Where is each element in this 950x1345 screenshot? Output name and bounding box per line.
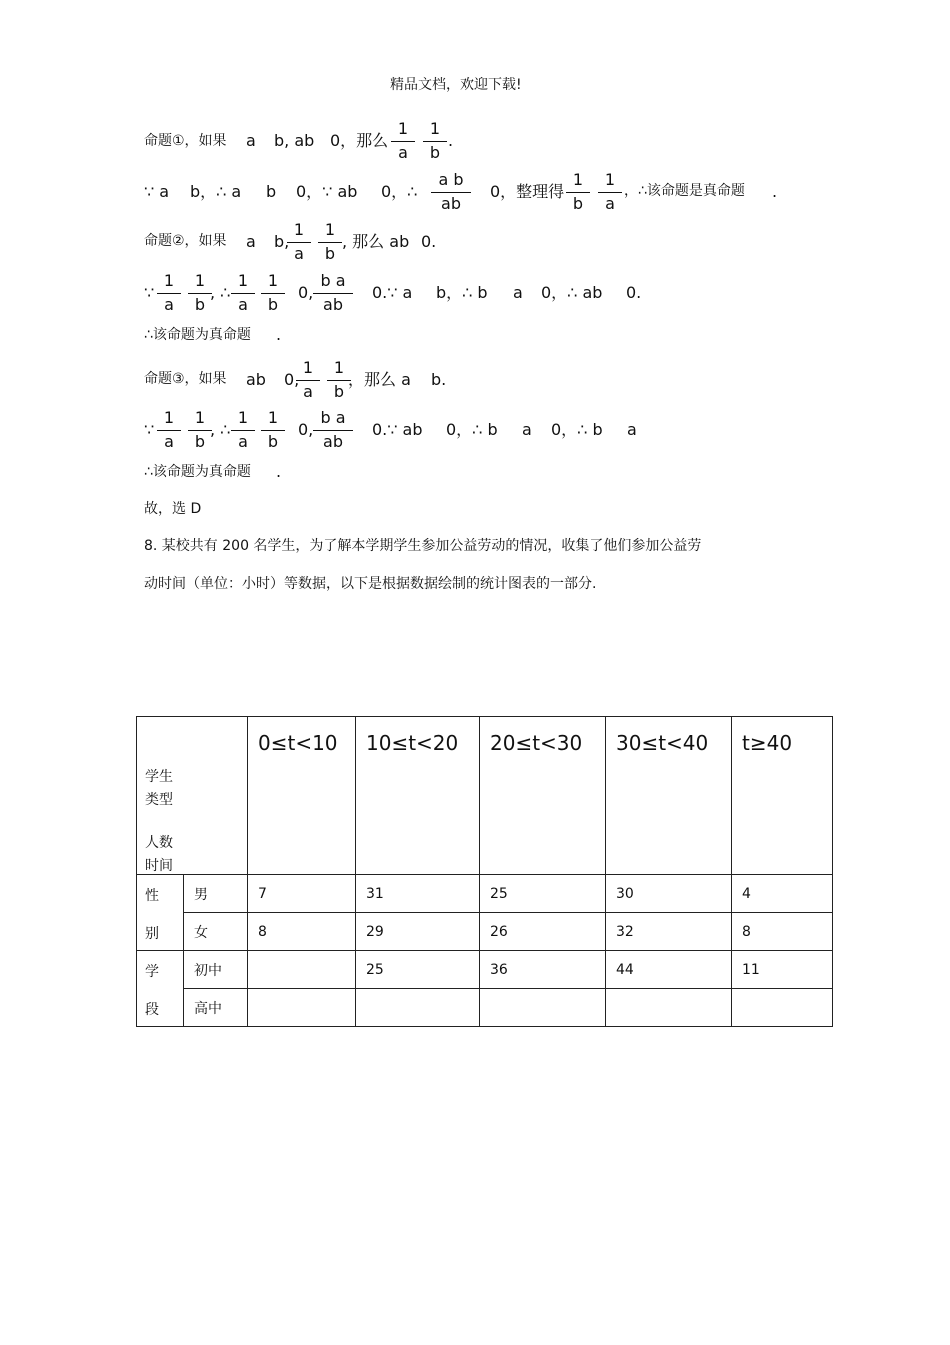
fraction: b a ab xyxy=(313,410,353,452)
fraction: 1 b xyxy=(566,172,590,214)
prop2-text: , 那么 ab xyxy=(342,232,410,251)
table-cell: 25 xyxy=(480,875,606,913)
prop1-var: b, ab xyxy=(274,131,315,150)
reason-text: 0，∴ b xyxy=(551,420,603,439)
column-header: 20≤t<30 xyxy=(480,717,606,875)
reason-conclusion: ，∴该命题是真命题 xyxy=(624,183,745,199)
reason-text: 0.∵ ab xyxy=(372,420,423,439)
prop3-text: 命题③，如果 xyxy=(144,371,227,387)
prop1-text: 命题①，如果 xyxy=(144,133,227,149)
reason-text: 0, xyxy=(298,420,314,439)
group-cell xyxy=(137,951,184,1027)
fraction: 1 a xyxy=(391,121,415,163)
group-label: 别 xyxy=(145,926,159,942)
table-cell xyxy=(480,989,606,1027)
reason-text: 0，整理得 xyxy=(490,182,565,201)
fraction: 1 a xyxy=(231,410,255,452)
reason-text: 0，∴ b xyxy=(446,420,498,439)
reason-text: 0，∵ ab xyxy=(296,182,358,201)
period: . xyxy=(276,462,282,481)
reason-text: ∵ a xyxy=(144,182,170,201)
page-header: 精品文档，欢迎下载! xyxy=(390,77,522,93)
fraction: 1 b xyxy=(261,410,285,452)
fraction: 1 a xyxy=(598,172,622,214)
answer-line: 故，选 D xyxy=(144,501,202,517)
conclusion-2: ∴该命题为真命题 xyxy=(144,327,251,343)
column-header: 30≤t<40 xyxy=(606,717,732,875)
row-label: 女 xyxy=(184,913,248,951)
fraction: 1 b xyxy=(188,273,212,315)
corner-label: 学生 xyxy=(145,768,173,785)
row-label: 初中 xyxy=(184,951,248,989)
period: . xyxy=(448,131,454,150)
reason-text: 0，∴ ab xyxy=(541,283,603,302)
statistics-table xyxy=(136,716,833,1027)
table-cell xyxy=(732,989,833,1027)
fraction: 1 b xyxy=(318,222,342,264)
column-header: 10≤t<20 xyxy=(356,717,480,875)
prop3-text: ，那么 a xyxy=(348,370,411,389)
table-row xyxy=(137,951,833,989)
row-label: 高中 xyxy=(184,989,248,1027)
prop2-text: 0. xyxy=(421,232,437,251)
fraction: 1 b xyxy=(261,273,285,315)
fraction: 1 b xyxy=(188,410,212,452)
table-cell: 25 xyxy=(356,951,480,989)
table-cell: 32 xyxy=(606,913,732,951)
group-label: 性 xyxy=(145,888,159,904)
fraction: 1 a xyxy=(157,273,181,315)
reason-text: a xyxy=(627,420,637,439)
reason-text: , ∴ xyxy=(210,283,231,302)
reason-text: b，∴ b xyxy=(436,283,488,302)
reason-text: 0. xyxy=(626,283,642,302)
table-cell: 29 xyxy=(356,913,480,951)
reason-text: ∵ xyxy=(144,283,155,302)
table-cell xyxy=(356,989,480,1027)
table-row xyxy=(137,989,833,1027)
prop1-var: a xyxy=(246,131,256,150)
table-cell: 31 xyxy=(356,875,480,913)
table-row xyxy=(137,875,833,913)
fraction: 1 a xyxy=(157,410,181,452)
prop3-var: ab xyxy=(246,370,266,389)
table-cell: 36 xyxy=(480,951,606,989)
fraction: a b ab xyxy=(431,172,471,214)
reason-text: 0.∵ a xyxy=(372,283,413,302)
reason-text: b xyxy=(266,182,277,201)
group-cell xyxy=(137,875,184,951)
reason-text: 0, xyxy=(298,283,314,302)
fraction: 1 b xyxy=(327,360,351,402)
reason-text: 0，∴ xyxy=(381,182,418,201)
table-cell xyxy=(248,951,356,989)
prop2-text: 命题②，如果 xyxy=(144,233,227,249)
reason-text: , ∴ xyxy=(210,420,231,439)
corner-cell xyxy=(137,717,248,875)
question-8-line-2: 动时间（单位：小时）等数据，以下是根据数据绘制的统计图表的一部分. xyxy=(144,576,597,592)
prop2-var: a xyxy=(246,232,256,251)
prop3-text: b. xyxy=(431,370,447,389)
table-cell: 8 xyxy=(732,913,833,951)
fraction: 1 b xyxy=(423,121,447,163)
group-label: 学 xyxy=(145,964,159,980)
table-cell xyxy=(606,989,732,1027)
reason-text: a xyxy=(522,420,532,439)
row-label: 男 xyxy=(184,875,248,913)
table-cell: 44 xyxy=(606,951,732,989)
conclusion-3: ∴该命题为真命题 xyxy=(144,464,251,480)
prop2-var: b, xyxy=(274,232,290,251)
group-label: 段 xyxy=(145,1002,159,1018)
corner-label: 人数 xyxy=(145,834,173,851)
table-cell xyxy=(248,989,356,1027)
corner-label: 类型 xyxy=(145,791,173,808)
table-header-row xyxy=(137,717,833,875)
fraction: 1 a xyxy=(231,273,255,315)
table-cell: 26 xyxy=(480,913,606,951)
table-row xyxy=(137,913,833,951)
table-cell: 7 xyxy=(248,875,356,913)
table-cell: 8 xyxy=(248,913,356,951)
corner-label: 时间 xyxy=(145,857,173,874)
fraction: 1 a xyxy=(296,360,320,402)
reason-text: b，∴ a xyxy=(190,182,242,201)
prop3-var: 0, xyxy=(284,370,300,389)
period: . xyxy=(772,182,778,201)
period: . xyxy=(276,325,282,344)
table-cell: 11 xyxy=(732,951,833,989)
table-cell: 4 xyxy=(732,875,833,913)
question-8-line-1: 8. 某校共有 200 名学生，为了解本学期学生参加公益劳动的情况，收集了他们参加公益劳 xyxy=(144,538,702,554)
table-cell: 30 xyxy=(606,875,732,913)
prop1-text: 0，那么 xyxy=(330,131,389,150)
column-header: t≥40 xyxy=(732,717,833,875)
fraction: 1 a xyxy=(287,222,311,264)
column-header: 0≤t<10 xyxy=(248,717,356,875)
reason-text: a xyxy=(513,283,523,302)
fraction: b a ab xyxy=(313,273,353,315)
reason-text: ∵ xyxy=(144,420,155,439)
